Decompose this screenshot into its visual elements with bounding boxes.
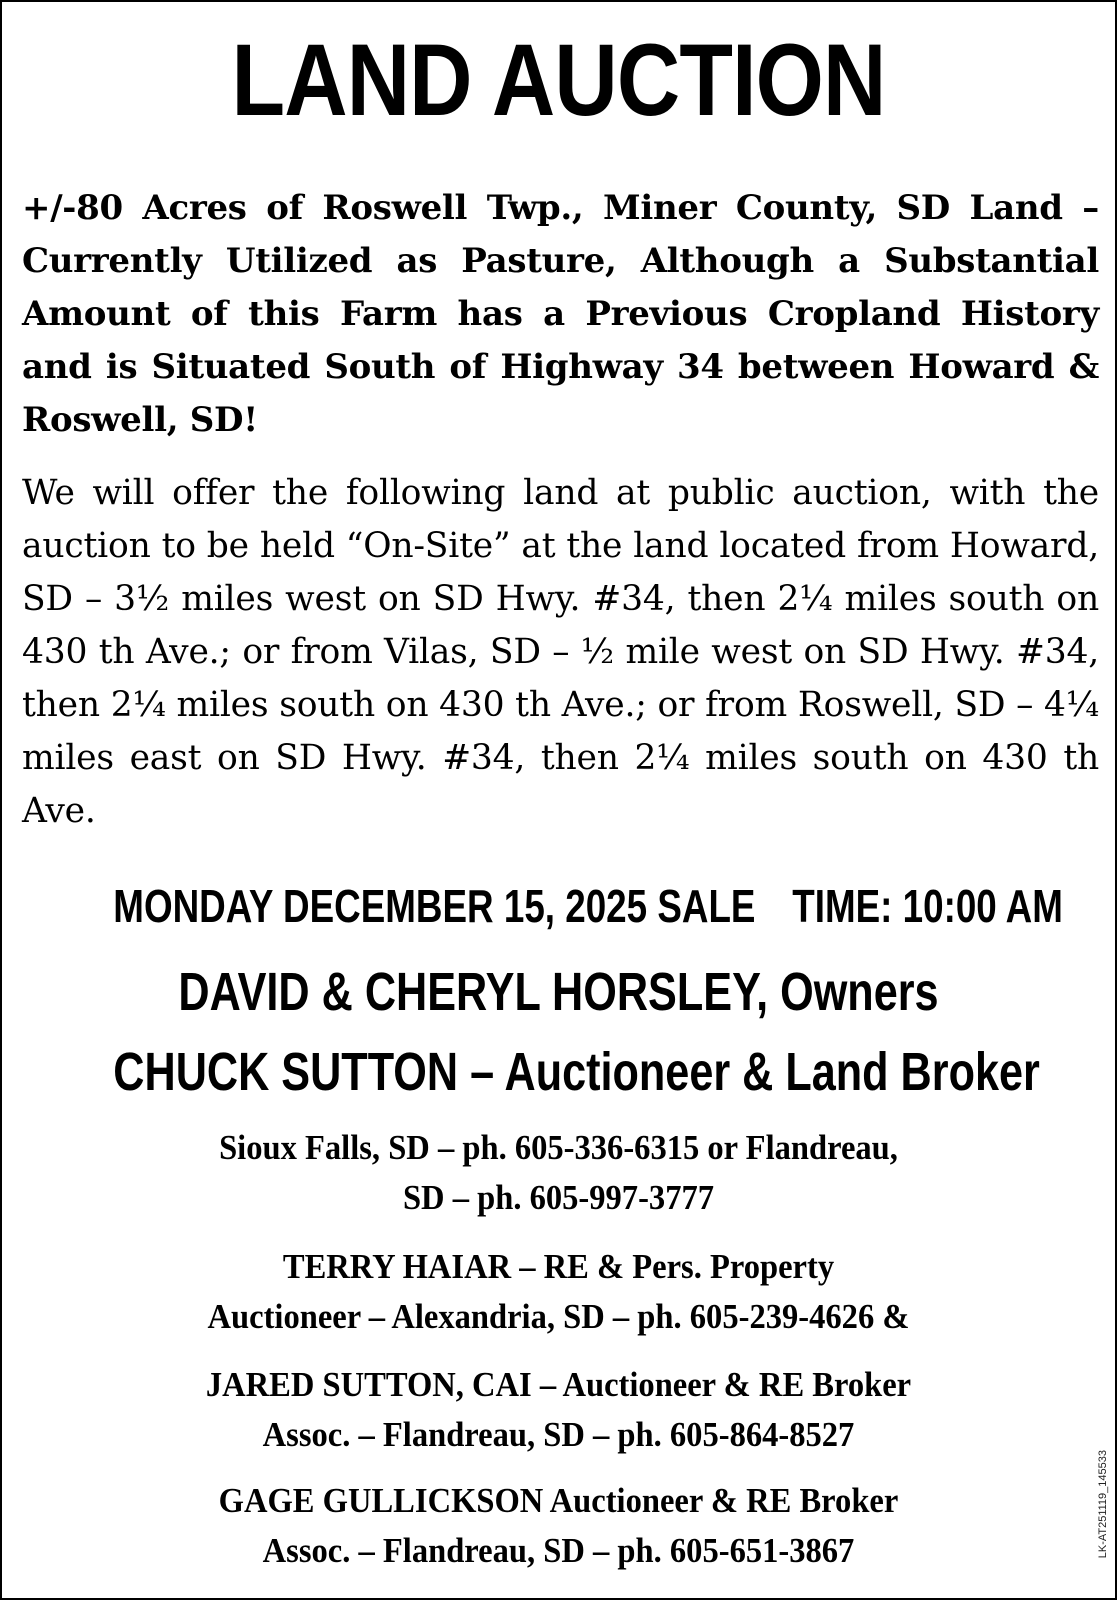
contact-terry-haiar <box>41 1242 1076 1342</box>
contact-gage-gullickson <box>41 1476 1076 1576</box>
auction-location-description: We will offer the following land at public auction, with the auction to be held “On-Site” at the land located from Howard, SD – 3½ miles west on SD Hwy. #34, then 2¼ miles south on 430 th Ave.; or from Vilas, SD – ½ mile west on SD Hwy. #34, then 2¼ miles south on 430 th Ave.; or from Roswell, SD – 4¼ miles east on SD Hwy. #34, then 2¼ miles south on 430 th Ave. <box>22 473 1099 831</box>
owners: DAVID & CHERYL HORSLEY, Owners <box>178 962 939 1022</box>
sale-time: TIME: 10:00 AM <box>792 880 1063 932</box>
land-summary: +/-80 Acres of Roswell Twp., Miner County, SD Land – Currently Utilized as Pasture, Although a Substantial Amount of this Farm has a Previous Cropland History and is Situated South of Highway 34 between Howard & Roswell, SD! <box>22 188 1099 440</box>
ad-title: LAND AUCTION <box>231 23 886 137</box>
contact-line: Assoc. – Flandreau, SD – ph. 605-864-8527 <box>262 1415 855 1454</box>
contact-line: Sioux Falls, SD – ph. 605-336-6315 or Flandreau, <box>219 1128 898 1167</box>
contact-jared-sutton <box>41 1360 1076 1460</box>
contact-line: JARED SUTTON, CAI – Auctioneer & RE Broker <box>205 1365 912 1404</box>
auctioneer-broker: CHUCK SUTTON – Auctioneer & Land Broker <box>113 1042 1040 1102</box>
sale-date-time <box>113 878 1063 934</box>
contact-chuck-sutton <box>41 1123 1076 1223</box>
contact-line: Auctioneer – Alexandria, SD – ph. 605-239-4626 & <box>207 1297 910 1336</box>
contact-line: SD – ph. 605-997-3777 <box>402 1178 715 1217</box>
sale-date: MONDAY DECEMBER 15, 2025 SALE <box>113 880 756 932</box>
contact-line: GAGE GULLICKSON Auctioneer & RE Broker <box>218 1481 899 1520</box>
contact-line: Assoc. – Flandreau, SD – ph. 605-651-3867 <box>262 1531 855 1570</box>
contact-line: TERRY HAIAR – RE & Pers. Property <box>282 1247 835 1286</box>
ad-reference-code: LK-AT251119_145533 <box>1097 1449 1109 1558</box>
